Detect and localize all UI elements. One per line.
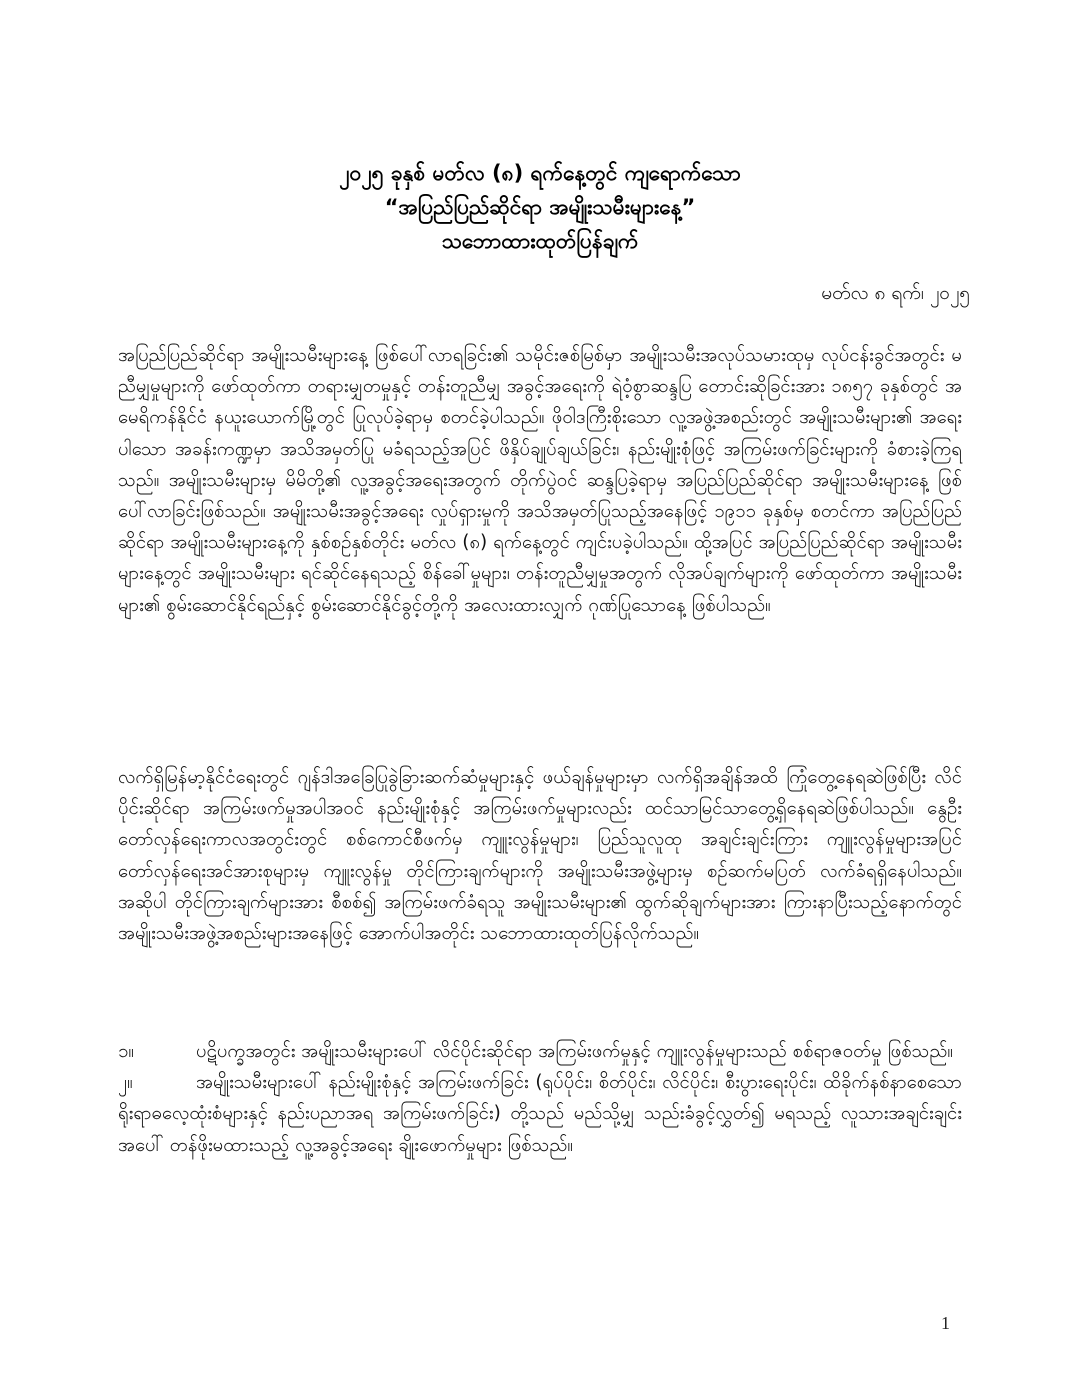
page-number: 1 [941, 1313, 950, 1333]
paragraph-history: အပြည်ပြည်ဆိုင်ရာ အမျိုးသမီးများနေ့ ဖြစ်ပေါ်လာရခြင်း၏ သမိုင်းဇစ်မြစ်မှာ အမျိုးသမီးအလုပ်သမားထုမှ လုပ်ငန်းခွင်အတွင်း မညီမျှမှုများကို ဖော်ထုတ်ကာ တရားမျှတမှုနှင့် တန်းတူညီမျှ အခွင့်အရေးကို ရဲဝံ့စွာဆန္ဒပြ တောင်းဆိုခြင်းအား ၁၈၅၇ ခုနှစ်တွင် အမေရိကန်နိုင်ငံ နယူးယောက်မြို့တွင် ပြုလုပ်ခဲ့ရာမှ စတင်ခဲ့ပါသည်။ ဖိုဝါဒကြီးစိုးသော လူ့အဖွဲ့အစည်းတွင် အမျိုးသမီးများ၏ အရေးပါသော အခန်းကဏ္ဍမှာ အသိအမှတ်ပြု မခံရသည့်အပြင် ဖိနှိပ်ချုပ်ချယ်ခြင်း၊ နည်းမျိုးစုံဖြင့် အကြမ်းဖက်ခြင်းများကို ခံစားခဲ့ကြရသည်။ အမျိုးသမီးများမှ မိမိတို့၏ လူ့အခွင့်အရေးအတွက် တိုက်ပွဲဝင် ဆန္ဒပြခဲ့ရာမှ အပြည်ပြည်ဆိုင်ရာ အမျိုးသမီးများနေ့ ဖြစ်ပေါ်လာခြင်းဖြစ်သည်။ အမျိုးသမီးအခွင့်အရေး လှုပ်ရှားမှုကို အသိအမှတ်ပြုသည့်အနေဖြင့် ၁၉၁၁ ခုနှစ်မှ စတင်ကာ အပြည်ပြည်ဆိုင်ရာ အမျိုးသမီးများနေ့ကို နှစ်စဉ်နှစ်တိုင်း မတ်လ (၈) ရက်နေ့တွင် ကျင်းပခဲ့ပါသည်။ ထို့အပြင် အပြည်ပြည်ဆိုင်ရာ အမျိုးသမီးများနေ့တွင် အမျိုးသမီးများ ရင်ဆိုင်နေရသည့် စိန်ခေါ်မှုများ၊ တန်းတူညီမျှမှုအတွက် လိုအပ်ချက်များကို ဖော်ထုတ်ကာ အမျိုးသမီးများ၏ စွမ်းဆောင်နိုင်ရည်နှင့် စွမ်းဆောင်နိုင်ခွင့်တို့ကို အလေးထားလျှက် ဂုဏ်ပြုသောနေ့ ဖြစ်ပါသည်။ [118, 345, 962, 616]
list-item-number: ၂။ [118, 1072, 133, 1094]
title-line-event: “အပြည်ပြည်ဆိုင်ရာ အမျိုးသမီးများနေ့” [384, 195, 696, 219]
document-title [200, 156, 880, 258]
paragraph-current-situation: လက်ရှိမြန်မာ့နိုင်ငံရေးတွင် ဂျန်ဒါအခြေပြုခွဲခြားဆက်ဆံမှုများနှင့် ဖယ်ချန်မှုများမှာ လက်ရှိအချိန်အထိ ကြုံတွေ့နေရဆဲဖြစ်ပြီး လိင်ပိုင်းဆိုင်ရာ အကြမ်းဖက်မှုအပါအဝင် နည်းမျိုးစုံနှင့် အကြမ်းဖက်မှုများလည်း ထင်သာမြင်သာတွေ့ရှိနေရဆဲဖြစ်ပါသည်။ နွေဦးတော်လှန်ရေးကာလအတွင်းတွင် စစ်ကောင်စီဖက်မှ ကျူးလွန်မှုများ၊ ပြည်သူလူထု အချင်းချင်းကြား ကျူးလွန်မှုများအပြင် တော်လှန်ရေးအင်အားစုများမှ ကျူးလွန်မှု တိုင်ကြားချက်များကို အမျိုးသမီးအဖွဲ့များမှ စဉ်ဆက်မပြတ် လက်ခံရရှိနေပါသည်။ အဆိုပါ တိုင်ကြားချက်များအား စီစစ်၍ အကြမ်းဖက်ခံရသူ အမျိုးသမီးများ၏ ထွက်ဆိုချက်များအား ကြားနာပြီးသည့်နောက်တွင် အမျိုးသမီးအဖွဲ့အစည်းများအနေဖြင့် အောက်ပါအတိုင်း သဘောထားထုတ်ပြန်လိုက်သည်။ [118, 767, 962, 945]
statement-date: မတ်လ ၈ ရက်၊ ၂၀၂၅ [821, 282, 970, 304]
statement-list [118, 1036, 962, 1161]
title-line-statement: သဘောထားထုတ်ပြန်ချက် [441, 229, 639, 253]
title-line-date: ၂၀၂၅ ခုနှစ် မတ်လ (၈) ရက်နေ့တွင် ကျရောက်သော [339, 161, 741, 185]
list-item-number: ၁။ [118, 1041, 135, 1062]
list-item-text: ပဋိပက္ခအတွင်း အမျိုးသမီးများပေါ် လိင်ပိုင်းဆိုင်ရာ အကြမ်းဖက်မှုနှင့် ကျူးလွန်မှုများသည် စစ်ရာဇဝတ်မှု ဖြစ်သည်။ [196, 1041, 954, 1062]
list-item [118, 1067, 962, 1161]
list-item [118, 1036, 962, 1067]
list-item-text: အမျိုးသမီးများပေါ် နည်းမျိုးစုံနှင့် အကြမ်းဖက်ခြင်း (ရုပ်ပိုင်း၊ စိတ်ပိုင်း၊ လိင်ပိုင်း၊ စီးပွားရေးပိုင်း၊ ထိခိုက်နစ်နာစေသော ရိုးရာဓလေ့ထုံးစံများနှင့် နည်းပညာအရ အကြမ်းဖက်ခြင်း) တို့သည် မည်သို့မျှ သည်းခံခွင့်လွှတ်၍ မရသည့် လူသားအချင်းချင်းအပေါ် တန်ဖိုးမထားသည့် လူ့အခွင့်အရေး ချိုးဖောက်မှုများ ဖြစ်သည်။ [118, 1072, 962, 1156]
